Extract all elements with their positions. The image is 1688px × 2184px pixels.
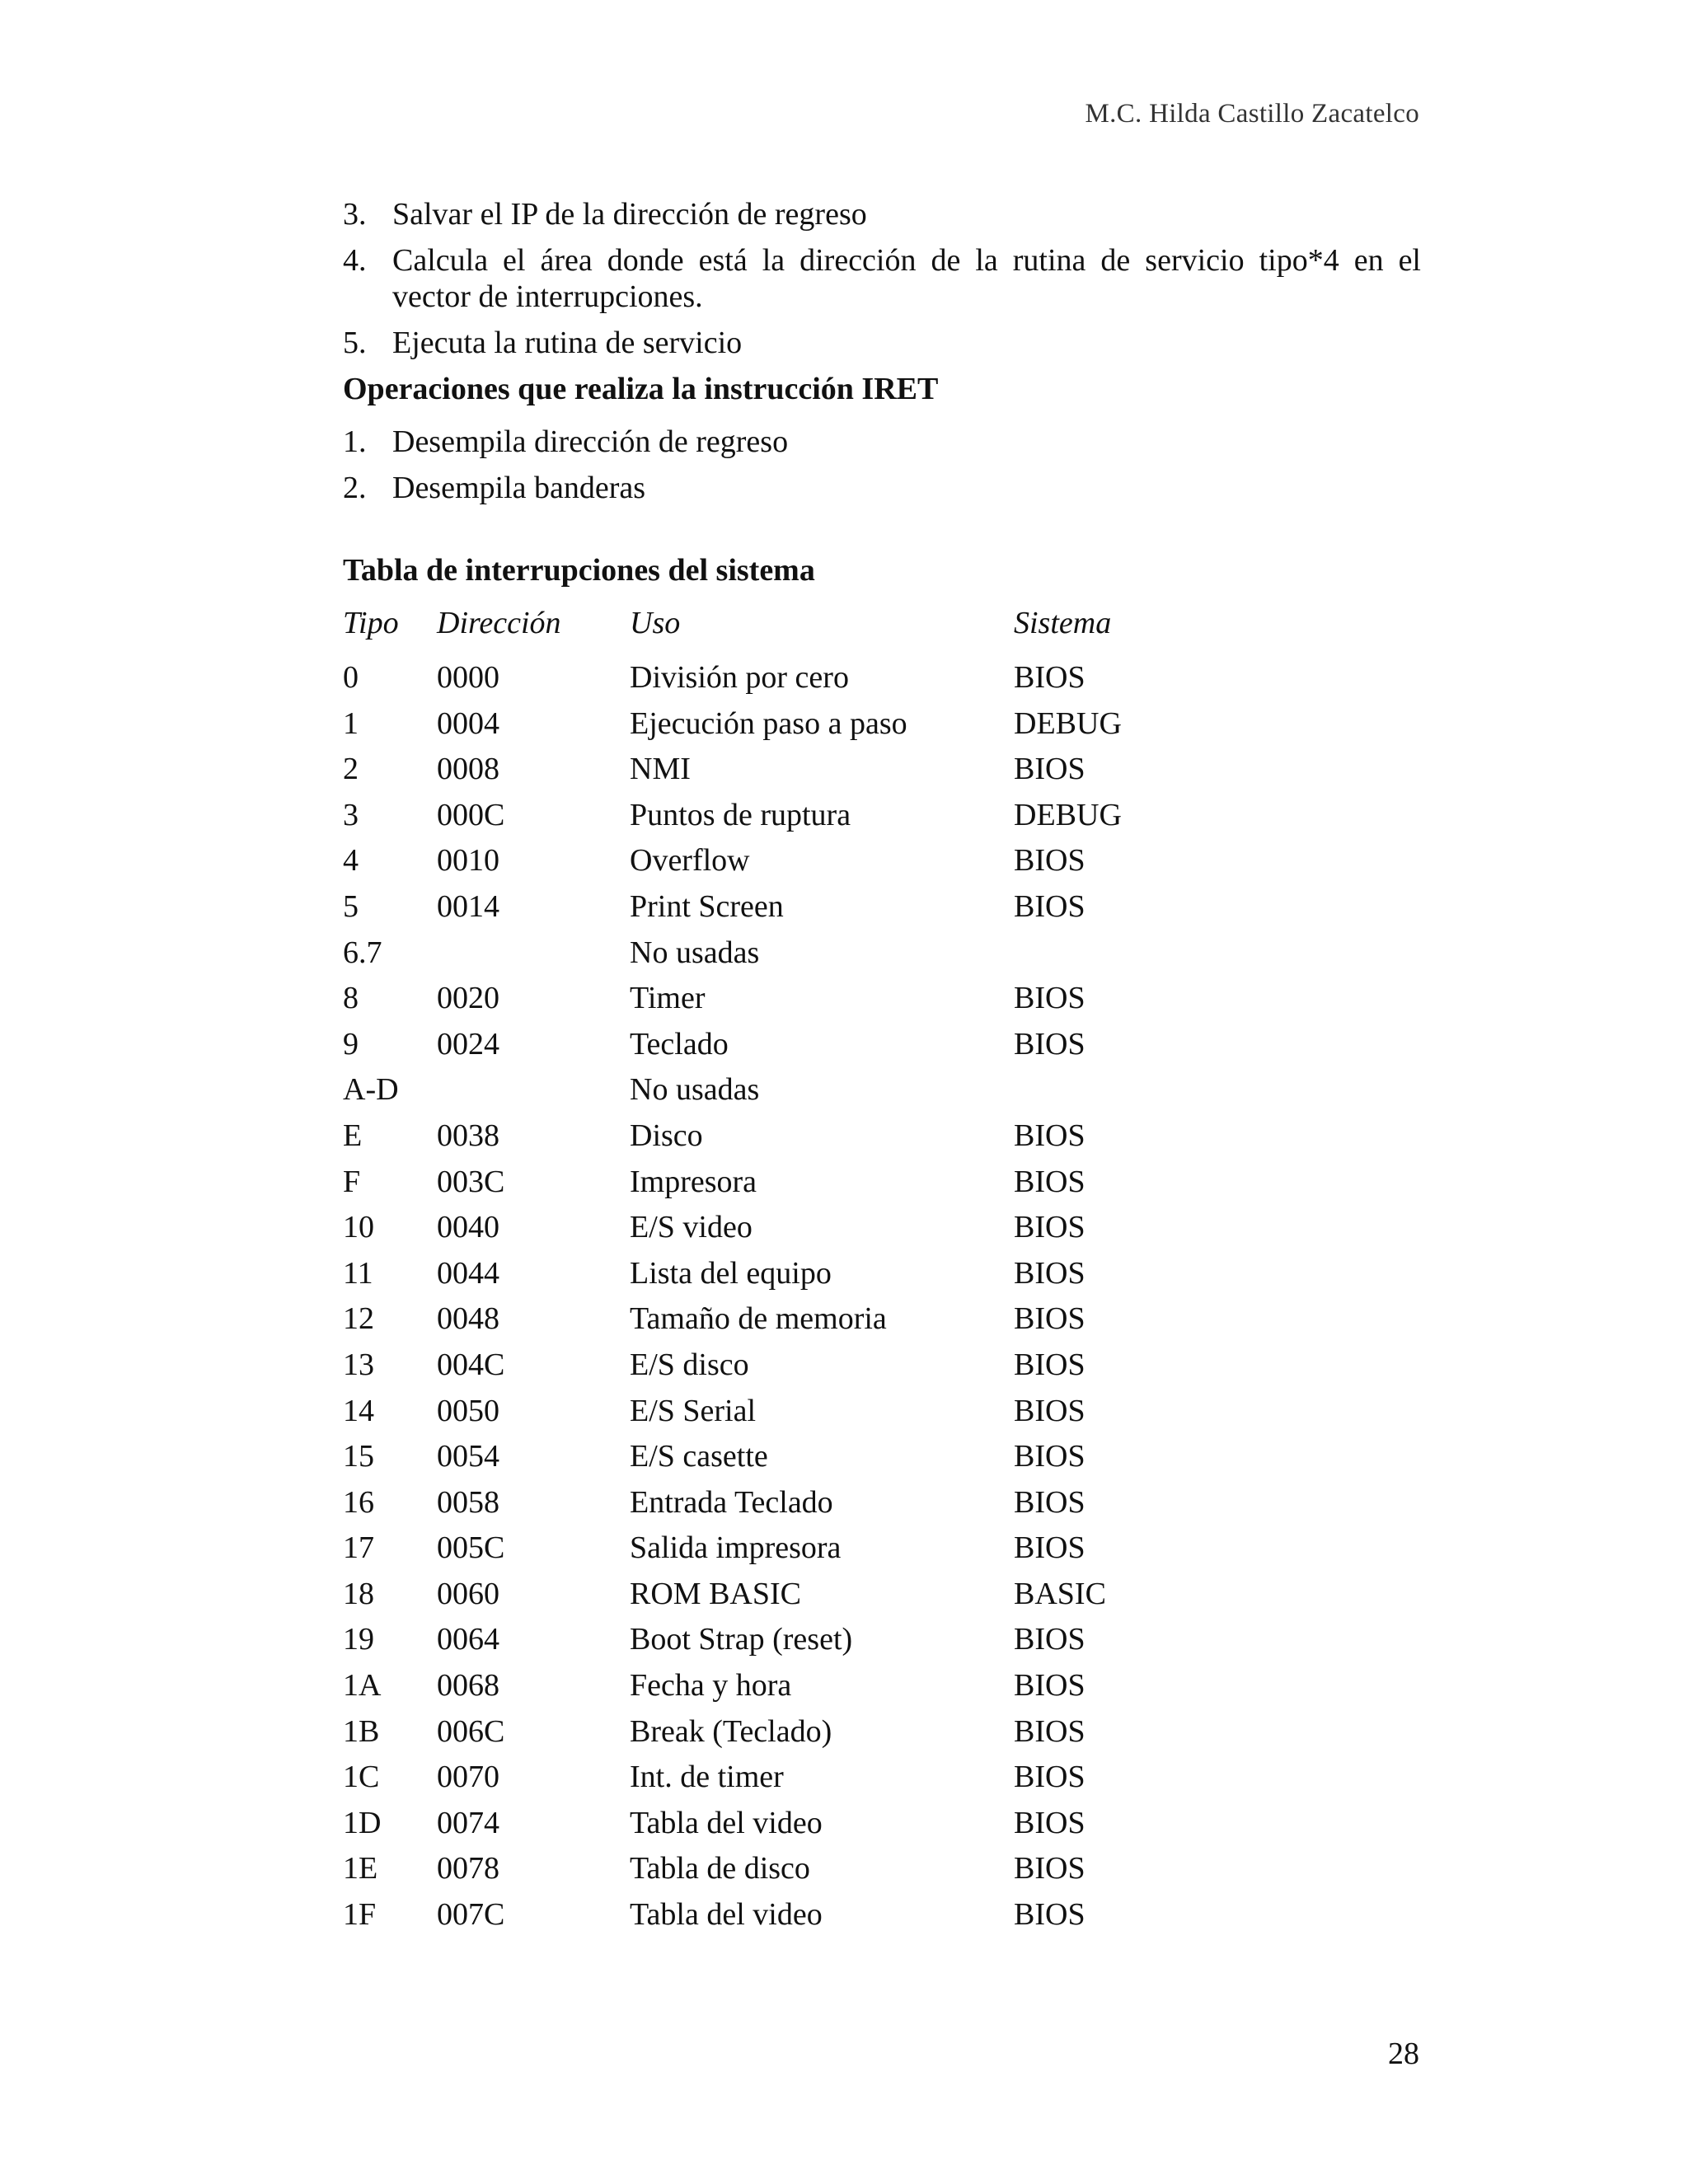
cell-sistema (1014, 1071, 1261, 1118)
cell-uso: No usadas (630, 935, 760, 970)
cell-sistema: BIOS (1014, 843, 1085, 879)
table-row (343, 980, 1261, 1026)
table-row (343, 935, 1261, 981)
table-row (343, 1576, 1261, 1622)
cell-direccion: 000C (437, 797, 505, 832)
table-row (343, 1209, 1261, 1255)
table-row (343, 1438, 1261, 1484)
table-row (343, 842, 1261, 888)
table-row (343, 1621, 1261, 1667)
cell-tipo: 10 (343, 1210, 374, 1245)
cell-tipo: 18 (343, 1576, 374, 1611)
cell-sistema: BIOS (1014, 1393, 1085, 1428)
list-item-text: Ejecuta la rutina de servicio (392, 326, 743, 360)
cell-sistema: BASIC (1014, 1576, 1106, 1611)
cell-tipo: 0 (343, 660, 359, 695)
cell-sistema: BIOS (1014, 1210, 1085, 1245)
cell-tipo: 6.7 (343, 935, 382, 970)
table-header-row (343, 605, 1261, 659)
column-header-direccion: Dirección (437, 606, 561, 640)
cell-uso: ROM BASIC (630, 1576, 801, 1611)
cell-tipo: 1 (343, 705, 359, 741)
cell-tipo: 3 (343, 797, 359, 832)
page-header-author: M.C. Hilda Castillo Zacatelco (1085, 99, 1419, 129)
cell-direccion: 003C (437, 1164, 505, 1199)
cell-tipo: 19 (343, 1622, 374, 1657)
cell-tipo: 2 (343, 752, 359, 787)
steps-list-top (343, 196, 1421, 361)
cell-sistema: BIOS (1014, 1805, 1085, 1840)
cell-tipo: 1A (343, 1668, 382, 1704)
cell-direccion: 0058 (437, 1484, 499, 1520)
cell-uso: Ejecución paso a paso (630, 705, 907, 741)
cell-uso: Overflow (630, 843, 750, 879)
cell-direccion: 0000 (437, 660, 499, 695)
cell-sistema: BIOS (1014, 1164, 1085, 1199)
page-content (343, 196, 1421, 1943)
cell-uso: Tabla de disco (630, 1851, 810, 1886)
cell-sistema: BIOS (1014, 981, 1085, 1016)
cell-uso: Impresora (630, 1164, 757, 1199)
list-item-number: 3. (343, 197, 367, 232)
cell-direccion (437, 935, 630, 981)
cell-uso: Fecha y hora (630, 1668, 792, 1704)
list-item (343, 424, 1421, 460)
cell-uso: Tabla del video (630, 1805, 823, 1840)
cell-direccion: 0020 (437, 981, 499, 1016)
cell-sistema: BIOS (1014, 1301, 1085, 1337)
cell-sistema: BIOS (1014, 1713, 1085, 1749)
interrupt-table (343, 605, 1261, 1943)
cell-uso: División por cero (630, 660, 849, 695)
table-row (343, 751, 1261, 797)
cell-sistema: BIOS (1014, 1439, 1085, 1474)
cell-uso: Print Screen (630, 888, 784, 924)
list-item-number: 1. (343, 424, 367, 459)
iret-section-heading: Operaciones que realiza la instrucción IRET (343, 372, 939, 406)
cell-uso: Boot Strap (reset) (630, 1622, 853, 1657)
cell-sistema: BIOS (1014, 1347, 1085, 1382)
table-row (343, 1805, 1261, 1851)
cell-direccion: 0044 (437, 1255, 499, 1291)
cell-sistema: BIOS (1014, 1255, 1085, 1291)
cell-tipo: 11 (343, 1255, 373, 1291)
table-row (343, 705, 1261, 752)
cell-tipo: F (343, 1164, 361, 1199)
list-item-text (392, 242, 1421, 315)
table-row (343, 1759, 1261, 1805)
cell-uso: Entrada Teclado (630, 1484, 833, 1520)
cell-uso: Salida impresora (630, 1530, 842, 1566)
cell-direccion: 0060 (437, 1576, 499, 1611)
cell-sistema: BIOS (1014, 1668, 1085, 1704)
cell-uso: E/S casette (630, 1439, 768, 1474)
steps-list-iret (343, 424, 1421, 506)
cell-direccion: 0078 (437, 1851, 499, 1886)
table-row (343, 797, 1261, 843)
cell-direccion: 0054 (437, 1439, 499, 1474)
list-item-text-line: Calcula el área donde está la dirección de la rutina de servicio tipo*4 en el (392, 243, 1421, 278)
table-row (343, 1071, 1261, 1118)
cell-tipo: 1B (343, 1713, 380, 1749)
cell-direccion: 006C (437, 1713, 505, 1749)
cell-tipo: 14 (343, 1393, 374, 1428)
cell-tipo: 1C (343, 1760, 380, 1795)
cell-direccion: 007C (437, 1897, 505, 1933)
cell-tipo: 8 (343, 981, 359, 1016)
list-item-number: 2. (343, 471, 367, 505)
list-item (343, 242, 1421, 315)
cell-sistema: BIOS (1014, 752, 1085, 787)
cell-direccion: 0070 (437, 1760, 499, 1795)
cell-uso: E/S disco (630, 1347, 749, 1382)
cell-uso: Timer (630, 981, 706, 1016)
cell-sistema: DEBUG (1014, 705, 1122, 741)
cell-uso: Int. de timer (630, 1760, 784, 1795)
cell-sistema: BIOS (1014, 1760, 1085, 1795)
table-row (343, 1713, 1261, 1760)
cell-tipo: E (343, 1118, 363, 1153)
column-header-uso: Uso (630, 606, 681, 640)
cell-tipo: 9 (343, 1026, 359, 1062)
cell-tipo: 4 (343, 843, 359, 879)
cell-sistema: BIOS (1014, 1484, 1085, 1520)
cell-direccion: 0004 (437, 705, 499, 741)
cell-direccion: 0008 (437, 752, 499, 787)
cell-tipo: 16 (343, 1484, 374, 1520)
cell-tipo: 1F (343, 1897, 377, 1933)
column-header-sistema: Sistema (1014, 606, 1112, 640)
table-row (343, 1026, 1261, 1072)
cell-uso: Lista del equipo (630, 1255, 832, 1291)
list-item (343, 196, 1421, 232)
list-item-number: 5. (343, 326, 367, 360)
table-row (343, 1118, 1261, 1164)
table-row (343, 659, 1261, 705)
cell-direccion: 0074 (437, 1805, 499, 1840)
list-item (343, 470, 1421, 506)
table-row (343, 1255, 1261, 1301)
page-number: 28 (1388, 2036, 1419, 2071)
table-section-heading: Tabla de interrupciones del sistema (343, 553, 815, 588)
cell-sistema: BIOS (1014, 660, 1085, 695)
cell-tipo: 15 (343, 1439, 374, 1474)
cell-tipo: 17 (343, 1530, 374, 1566)
table-row (343, 1530, 1261, 1576)
table-row (343, 1850, 1261, 1896)
cell-tipo: 13 (343, 1347, 374, 1382)
cell-uso: E/S Serial (630, 1393, 757, 1428)
cell-direccion: 0040 (437, 1210, 499, 1245)
cell-uso: Tamaño de memoria (630, 1301, 887, 1337)
cell-direccion: 004C (437, 1347, 505, 1382)
cell-sistema: BIOS (1014, 888, 1085, 924)
cell-direccion (437, 1071, 630, 1118)
cell-tipo: A-D (343, 1072, 399, 1108)
cell-sistema: BIOS (1014, 1118, 1085, 1153)
list-item-number: 4. (343, 243, 367, 278)
cell-direccion: 0050 (437, 1393, 499, 1428)
cell-sistema: BIOS (1014, 1851, 1085, 1886)
table-row (343, 1301, 1261, 1347)
cell-uso: Disco (630, 1118, 703, 1153)
table-row (343, 1347, 1261, 1393)
cell-uso: Tabla del video (630, 1897, 823, 1933)
table-row (343, 1896, 1261, 1943)
list-item-text: Salvar el IP de la dirección de regreso (392, 197, 867, 232)
table-row (343, 1393, 1261, 1439)
cell-sistema: DEBUG (1014, 797, 1122, 832)
list-item (343, 325, 1421, 361)
table-row (343, 1164, 1261, 1210)
table-row (343, 1484, 1261, 1530)
cell-direccion: 0010 (437, 843, 499, 879)
cell-uso: Break (Teclado) (630, 1713, 832, 1749)
cell-tipo: 1D (343, 1805, 382, 1840)
cell-direccion: 0068 (437, 1668, 499, 1704)
cell-tipo: 1E (343, 1851, 378, 1886)
table-row (343, 1667, 1261, 1713)
cell-direccion: 0048 (437, 1301, 499, 1337)
column-header-tipo: Tipo (343, 606, 399, 640)
table-body (343, 659, 1261, 1943)
cell-uso: Puntos de ruptura (630, 797, 851, 832)
cell-uso: Teclado (630, 1026, 729, 1062)
cell-uso: No usadas (630, 1072, 760, 1108)
cell-sistema: BIOS (1014, 1897, 1085, 1933)
cell-tipo: 5 (343, 888, 359, 924)
list-item-text: Desempila banderas (392, 471, 646, 505)
cell-tipo: 12 (343, 1301, 374, 1337)
cell-sistema: BIOS (1014, 1622, 1085, 1657)
cell-sistema: BIOS (1014, 1026, 1085, 1062)
cell-uso: E/S video (630, 1210, 753, 1245)
cell-direccion: 005C (437, 1530, 505, 1566)
cell-direccion: 0038 (437, 1118, 499, 1153)
cell-uso: NMI (630, 752, 691, 787)
cell-direccion: 0064 (437, 1622, 499, 1657)
cell-direccion: 0014 (437, 888, 499, 924)
table-row (343, 888, 1261, 935)
list-item-text-line: vector de interrupciones. (392, 279, 703, 314)
cell-sistema: BIOS (1014, 1530, 1085, 1566)
cell-direccion: 0024 (437, 1026, 499, 1062)
list-item-text: Desempila dirección de regreso (392, 424, 789, 459)
cell-sistema (1014, 935, 1261, 981)
